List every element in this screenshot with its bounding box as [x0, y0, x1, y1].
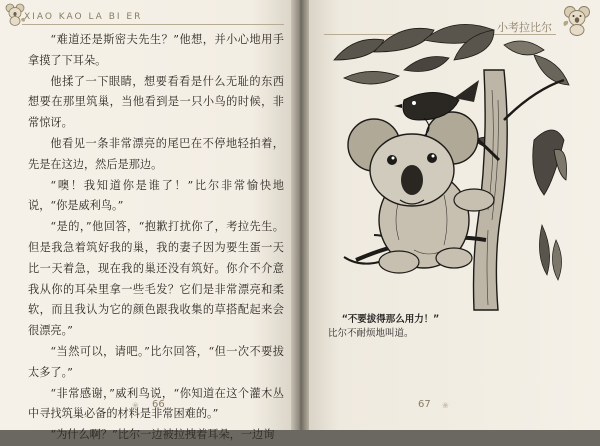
paragraph: “非常感谢，”威利鸟说，“你知道在这个灌木丛中寻找筑巢必备的材料是非常困难的。”: [28, 386, 284, 421]
paragraph: 他看见一条非常漂亮的尾巴在不停地轻拍着，先是在这边，然后是那边。: [28, 136, 284, 171]
paragraph: “当然可以，请吧。”比尔回答，“但一次不要拔太多了。”: [28, 344, 284, 379]
leaf-cluster: [539, 225, 561, 280]
body-text: [28, 30, 284, 446]
paw-print-icon: ❀: [132, 401, 139, 410]
paragraph: “难道还是斯密夫先生？”他想，并小心地用手拿摸了下耳朵。: [28, 33, 284, 67]
paw-print-icon: ❀: [442, 401, 449, 410]
koala-leg: [379, 251, 419, 273]
paragraph: “是的，”他回答，“抱歉打扰你了，考拉先生。但是我急着筑好我的巢，我的妻子因为要生蛋一天比一天着急，现在我的巢还没有筑好。你介不介意我从你的耳朵里拿一些毛发？它们是非常漂亮和柔软，而且我认为它的颜色跟我收集的草搭配起来会很漂亮。”: [28, 220, 284, 338]
running-header: 小考拉比尔: [497, 21, 552, 34]
book-gutter: [291, 0, 309, 430]
branch: [504, 80, 564, 120]
caption-line: 比尔不耐烦地叫道。: [328, 328, 414, 339]
illustration-caption: [328, 313, 558, 341]
koala-arm: [454, 189, 494, 211]
right-page: [304, 0, 600, 430]
running-header: XIAO KAO LA BI ER: [24, 12, 143, 22]
leaf-cluster: [334, 24, 569, 85]
koala-with-leaf-icon: [4, 2, 26, 26]
caption-quote: “不要拔得那么用力！”: [342, 314, 439, 325]
left-page: [0, 0, 296, 442]
koala-illustration: [304, 0, 600, 310]
header-rule: [22, 24, 284, 25]
paragraph: 他揉了一下眼睛，想要看看是什么无耻的东西想要在那里筑巢，当他看到是一只小鸟的时候，非常惊讶。: [28, 74, 284, 130]
koala-arm: [436, 248, 472, 268]
paragraph: “噢！我知道你是谁了！”比尔非常愉快地说，“你是威利鸟。”: [28, 178, 284, 213]
page-number: 66: [152, 399, 165, 410]
paragraph: “为什么啊？”比尔一边被拉拽着耳朵，一边询: [50, 428, 275, 442]
page-number: 67: [418, 399, 431, 410]
